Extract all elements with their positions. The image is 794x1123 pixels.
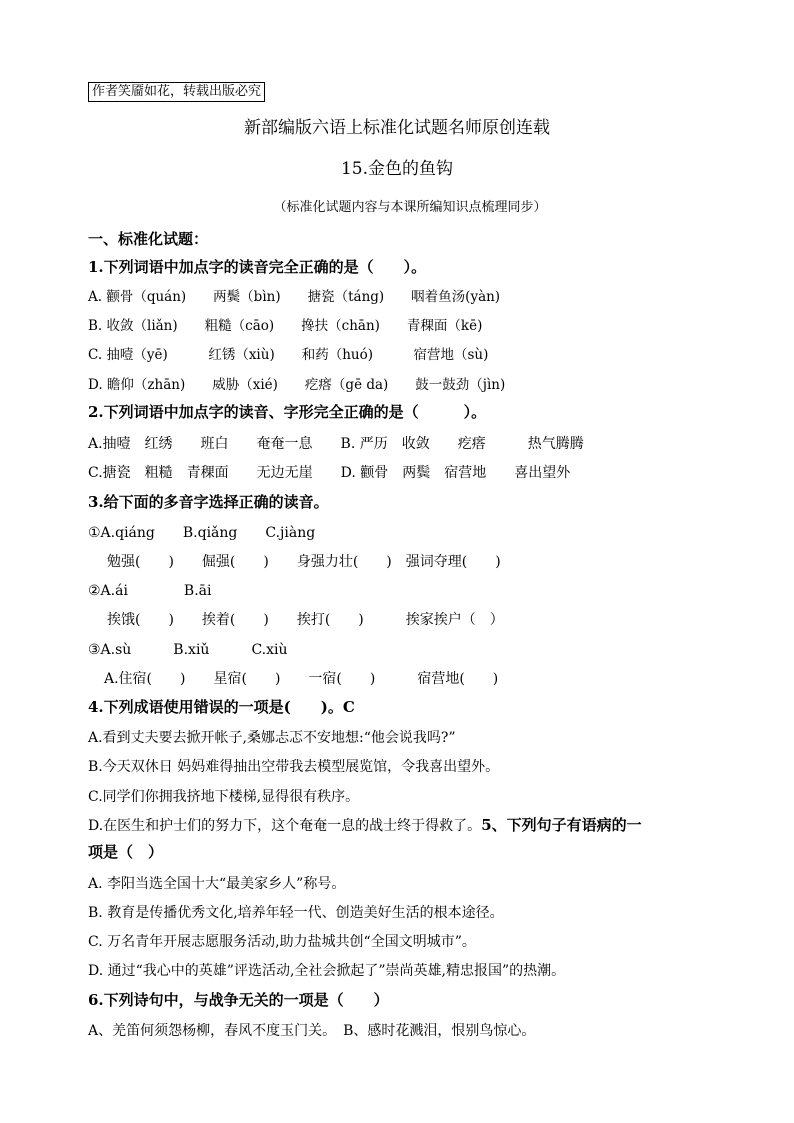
question-6-stem: 6.下列诗句中，与战争无关的一项是（ ） xyxy=(88,991,389,1009)
question-3-group-2-options: ②A.ái B.āi xyxy=(88,583,212,599)
question-4-option-d-line xyxy=(88,818,642,833)
question-3-stem: 3.给下面的多音字选择正确的读音。 xyxy=(88,493,329,511)
question-1-option-c: C. 抽噎（yē) 红锈（xiù) 和药（huó) 宿营地（sù) xyxy=(88,347,489,363)
question-2-stem: 2.下列词语中加点字的读音、字形完全正确的是（ ）。 xyxy=(88,403,487,421)
question-4-option-a: A.看到丈夫要去掀开帐子,桑娜忐忑不安地想:“他会说我吗?” xyxy=(88,730,456,746)
question-3-group-1-options: ①A.qiáng B.qiǎng C.jiàng xyxy=(88,525,316,541)
question-5-option-d: D. 通过“我心中的英雄”评选活动,全社会掀起了”崇尚英雄,精忠报国”的热潮。 xyxy=(88,963,566,979)
copyright-notice: 作者笑靥如花，转载出版必究 xyxy=(88,82,265,102)
question-5-option-a: A. 李阳当选全国十大“最美家乡人”称号。 xyxy=(88,876,346,892)
question-1-option-a: A. 颧骨（quán) 两鬓（bìn) 搪瓷（táng) 咽着鱼汤(yàn) xyxy=(88,289,501,305)
question-5-option-c: C. 万名青年开展志愿服务活动,助力盐城共创“全国文明城市”。 xyxy=(88,934,476,950)
question-3-group-3-options: ③A.sù B.xiǔ C.xiù xyxy=(88,642,288,658)
question-4-stem xyxy=(88,700,355,715)
question-1-option-d: D. 瞻仰（zhān) 威胁（xié) 疙瘩（gē da) 鼓一鼓劲（jìn) xyxy=(88,377,506,393)
question-6-options-ab: A、羌笛何须怨杨柳，春风不度玉门关。 B、感时花溅泪，恨别鸟惊心。 xyxy=(88,1023,536,1039)
question-3-group-2-items: 挨饿( ) 挨着( ) 挨打( ) 挨家挨户（ ） xyxy=(107,612,504,628)
question-1-stem: 1.下列词语中加点字的读音完全正确的是（ ）。 xyxy=(88,258,427,276)
section-heading: 一、标准化试题： xyxy=(88,230,209,248)
question-1-option-b: B. 收敛（liǎn) 粗糙（cāo) 搀扶（chān) 青稞面（kē) xyxy=(88,318,483,334)
question-2-options-cd: C.搪瓷 粗糙 青稞面 无边无崖 D. 颧骨 两鬓 宿营地 喜出望外 xyxy=(88,465,571,481)
question-2-options-ab: A.抽噎 红绣 班白 奄奄一息 B. 严历 收敛 疙瘩 热气腾腾 xyxy=(88,436,584,452)
question-3-group-1-items: 勉强( ) 倔强( ) 身强力壮( ) 强词夺理( ) xyxy=(107,554,501,570)
question-3-group-3-items: A.住宿( ) 星宿( ) 一宿( ) 宿营地( ) xyxy=(104,671,499,687)
question-4-option-d: D.在医生和护士们的努力下，这个奄奄一息的战士终于得救了。 xyxy=(88,818,482,834)
question-4-option-c: C.同学们你拥我挤地下楼梯,显得很有秩序。 xyxy=(88,789,360,805)
lesson-title: 15.金色的鱼钩 xyxy=(340,159,454,179)
document-title: 新部编版六语上标准化试题名师原创连载 xyxy=(244,118,550,138)
question-4-stem-text: 4.下列成语使用错误的一项是( )。 xyxy=(88,698,343,716)
document-subtitle: （标准化试题内容与本课所编知识点梳理同步） xyxy=(273,200,547,215)
question-5-stem-end: 项是（ ） xyxy=(88,843,164,861)
question-5-stem-start: 5、下列句子有语病的一 xyxy=(481,816,642,834)
question-4-option-b: B.今天双休日 妈妈难得抽出空带我去模型展览馆，令我喜出望外。 xyxy=(88,759,500,775)
question-5-option-b: B. 教育是传播优秀文化,培养年轻一代、创造美好生活的根本途径。 xyxy=(88,905,504,921)
question-4-answer: C xyxy=(342,698,355,716)
